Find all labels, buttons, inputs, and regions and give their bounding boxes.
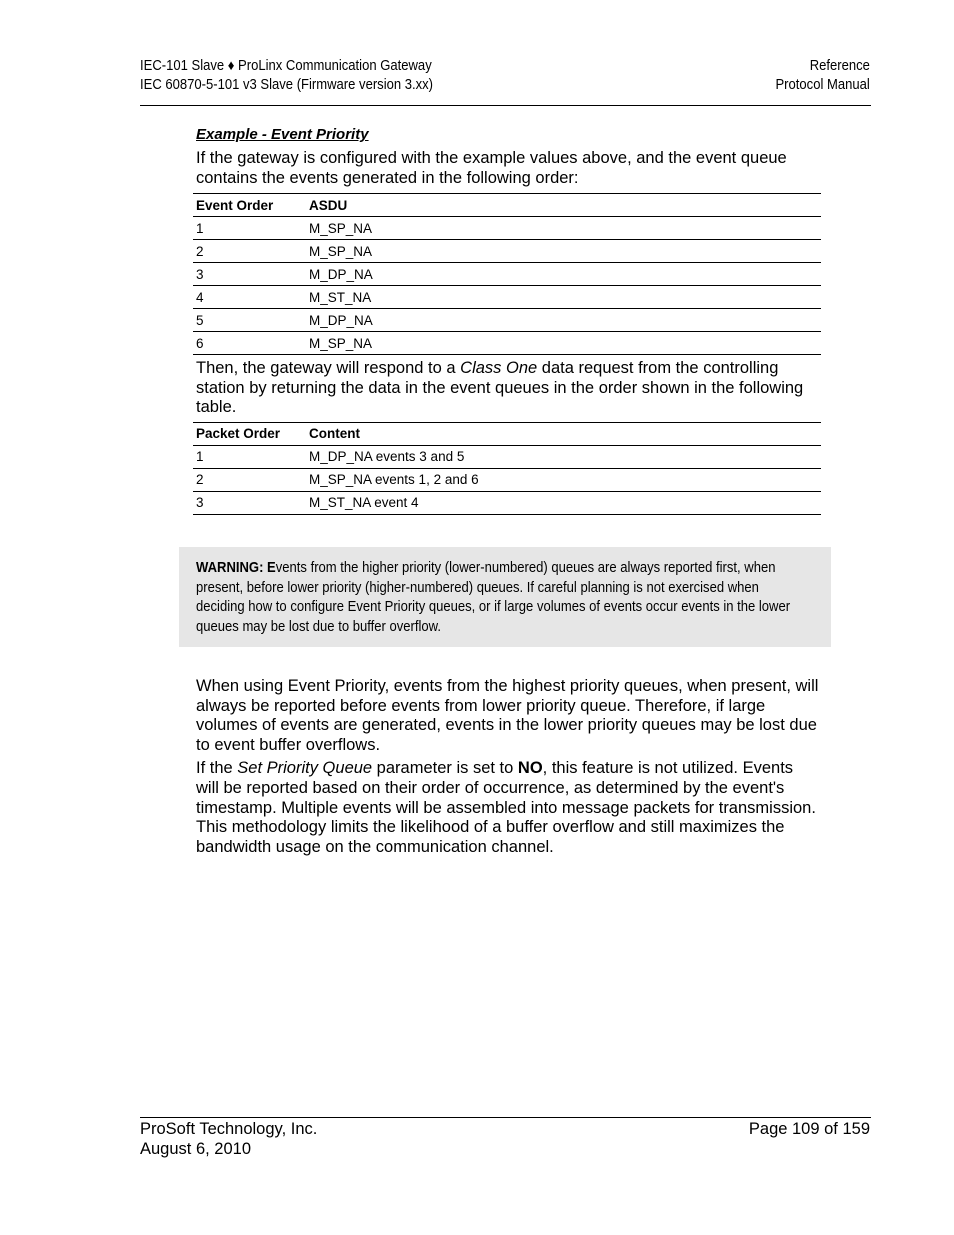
event-order-cell: 4	[193, 286, 306, 309]
para2-middle: parameter is set to	[372, 759, 518, 778]
no-value: NO	[517, 759, 543, 778]
page-footer	[140, 1117, 871, 1159]
asdu-cell: M_SP_NA	[306, 332, 821, 355]
event-order-cell: 5	[193, 309, 306, 332]
event-order-table	[193, 193, 821, 355]
content-cell: M_ST_NA event 4	[306, 491, 821, 514]
column-header-event-order: Event Order	[193, 194, 306, 217]
class-one-paragraph	[196, 359, 820, 418]
header-product-title: IEC-101 Slave ♦ ProLinx Communication Gateway	[140, 58, 432, 74]
header-manual-name: Protocol Manual	[775, 77, 870, 93]
column-header-packet-order: Packet Order	[193, 422, 306, 445]
page-header	[140, 57, 871, 106]
column-header-asdu: ASDU	[306, 194, 821, 217]
then-text-start: Then, the gateway will respond to a	[196, 359, 461, 378]
content-cell: M_SP_NA events 1, 2 and 6	[306, 468, 821, 491]
table-row	[193, 445, 821, 468]
table-header-row	[193, 194, 821, 217]
warning-body: vents from the higher priority (lower-numbered) queues are always reported first, when present, before lower priority (higher-numbered) queues. If careful planning is not exercised when deciding how to configure Event Priority queues, or if large volumes of events occur events in the lower queues may be lost due to buffer overflow.	[196, 559, 791, 635]
warning-box	[179, 547, 831, 647]
table-row	[193, 217, 821, 240]
event-order-cell: 6	[193, 332, 306, 355]
packet-order-table	[193, 422, 821, 515]
event-order-cell: 3	[193, 263, 306, 286]
warning-label: WARNING: E	[196, 559, 276, 576]
asdu-cell: M_SP_NA	[306, 217, 821, 240]
table-header-row	[193, 422, 821, 445]
then-text-end: data request from the controlling station by returning the data in the event queues in the order shown in the following table.	[196, 359, 804, 417]
table-row	[193, 332, 821, 355]
table-row	[193, 309, 821, 332]
set-priority-queue-paragraph	[196, 759, 820, 857]
table-row	[193, 468, 821, 491]
table-row	[193, 286, 821, 309]
table-row	[193, 240, 821, 263]
event-order-cell: 2	[193, 240, 306, 263]
table-row	[193, 263, 821, 286]
table-row	[193, 491, 821, 514]
event-order-cell: 1	[193, 217, 306, 240]
example-intro: If the gateway is configured with the example values above, and the event queue contains the events generated in the following order:	[196, 149, 787, 187]
header-firmware-line: IEC 60870-5-101 v3 Slave (Firmware version 3.xx)	[140, 77, 434, 93]
asdu-cell: M_DP_NA	[306, 263, 821, 286]
header-right	[765, 57, 870, 95]
class-one-term: Class One	[460, 359, 538, 378]
packet-order-cell: 1	[193, 445, 306, 468]
event-priority-explanation	[196, 677, 820, 857]
example-section	[196, 125, 820, 515]
asdu-cell: M_SP_NA	[306, 240, 821, 263]
para2-end: , this feature is not utilized. Events will be reported based on their order of occurrence, as determined by the event's timestamp. Multiple events will be assembled into message packets for transmission. This methodology limits the likelihood of a buffer overflow and still maximizes the bandwidth usage on the communication channel.	[196, 759, 816, 856]
header-left	[140, 57, 466, 95]
content-cell: M_DP_NA events 3 and 5	[306, 445, 821, 468]
packet-order-cell: 2	[193, 468, 306, 491]
footer-date: August 6, 2010	[140, 1139, 252, 1158]
footer-page-number: Page 109 of 159	[748, 1120, 870, 1138]
warning-text	[196, 558, 805, 636]
column-header-content: Content	[306, 422, 821, 445]
header-section: Reference	[809, 58, 870, 74]
asdu-cell: M_ST_NA	[306, 286, 821, 309]
example-title: Example - Event Priority	[196, 126, 369, 143]
para2-start: If the	[196, 759, 238, 778]
asdu-cell: M_DP_NA	[306, 309, 821, 332]
packet-order-cell: 3	[193, 491, 306, 514]
event-priority-paragraph: When using Event Priority, events from the highest priority queues, when present, will always be reported before events from lower priority queue. Therefore, if large volumes of events are generated, events in the lower priority queues may be lost due to event buffer overflows.	[196, 677, 819, 754]
set-priority-queue-term: Set Priority Queue	[237, 759, 373, 778]
footer-company: ProSoft Technology, Inc.	[140, 1120, 318, 1138]
